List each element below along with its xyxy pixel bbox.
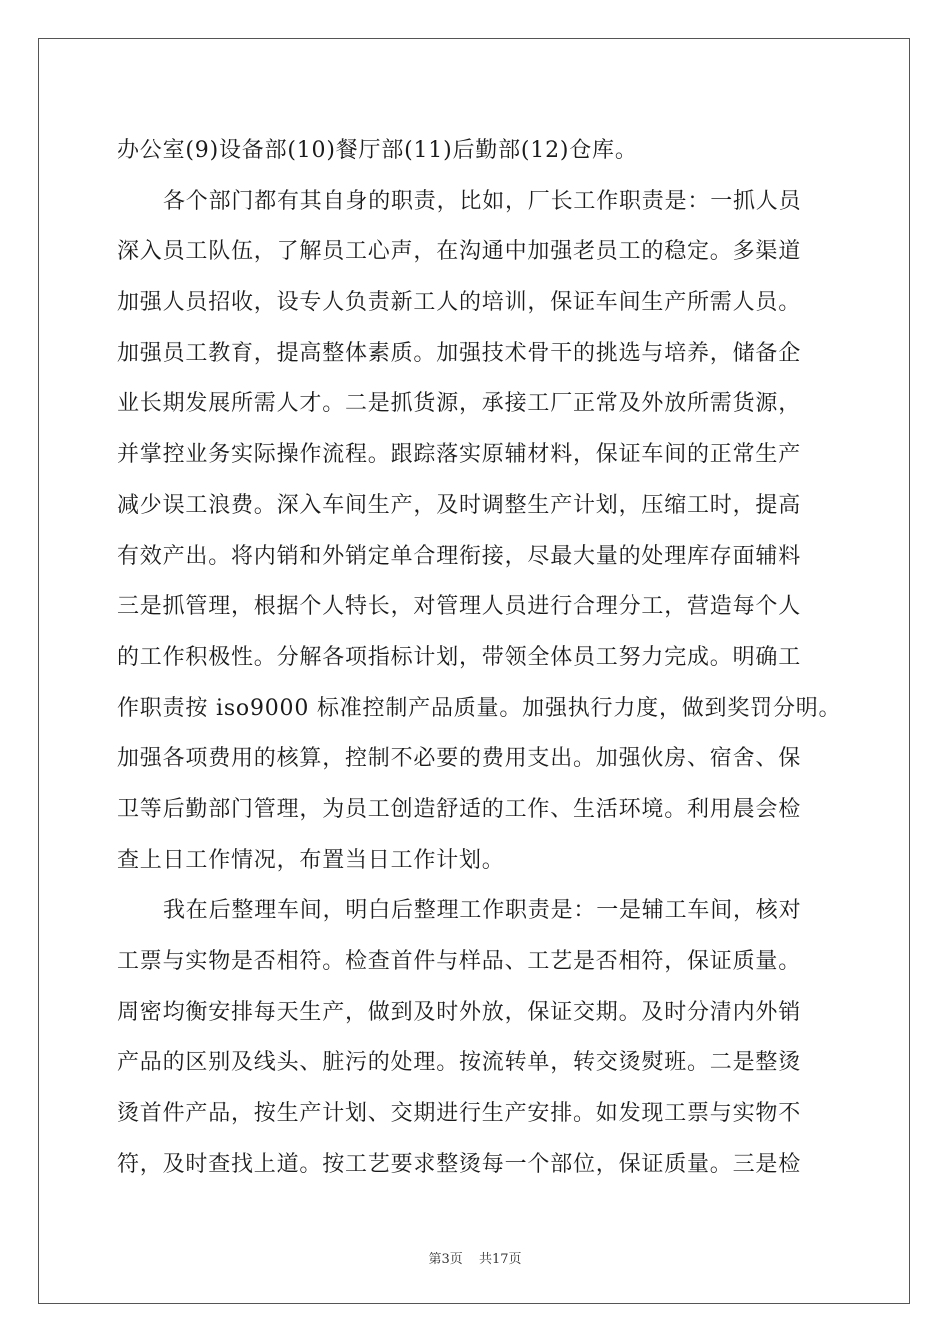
text-line: 烫首件产品，按生产计划、交期进行生产安排。如发现工票与实物不 — [117, 1101, 802, 1127]
text-line: 深入员工队伍，了解员工心声，在沟通中加强老员工的稳定。多渠道 — [117, 239, 802, 265]
page-number: 第3页 — [428, 1252, 463, 1267]
text-line: 产品的区别及线头、脏污的处理。按流转单，转交烫熨班。二是整烫 — [117, 1050, 802, 1076]
text-line: 卫等后勤部门管理，为员工创造舒适的工作、生活环境。利用晨会检 — [117, 796, 802, 822]
text-line: 作职责按 iso9000 标准控制产品质量。加强执行力度，做到奖罚分明。 — [117, 695, 842, 721]
text-line: 工票与实物是否相符。检查首件与样品、工艺是否相符，保证质量。 — [117, 949, 802, 974]
text-line: 并掌控业务实际操作流程。跟踪落实原辅材料，保证车间的正常生产 — [117, 442, 802, 468]
text-line: 有效产出。将内销和外销定单合理衔接，尽最大量的处理库存面辅料 — [117, 543, 802, 569]
text-line: 三是抓管理，根据个人特长，对管理人员进行合理分工，营造每个人 — [117, 594, 802, 620]
paragraph-start-line: 我在后整理车间，明白后整理工作职责是：一是辅工车间，核对 — [163, 898, 802, 924]
paragraph-start-line: 各个部门都有其自身的职责，比如，厂长工作职责是：一抓人员 — [163, 188, 802, 214]
document-body — [117, 126, 857, 1190]
text-line: 周密均衡安排每天生产，做到及时外放，保证交期。及时分清内外销 — [117, 999, 802, 1025]
text-line: 办公室(9)设备部(10)餐厅部(11)后勤部(12)仓库。 — [117, 138, 638, 163]
text-line: 加强人员招收，设专人负责新工人的培训，保证车间生产所需人员。 — [117, 290, 802, 316]
text-line: 的工作积极性。分解各项指标计划，带领全体员工努力完成。明确工 — [117, 644, 802, 670]
page-footer — [0, 1248, 950, 1267]
text-line: 加强员工教育，提高整体素质。加强技术骨干的挑选与培养，储备企 — [117, 340, 802, 366]
text-line: 减少误工浪费。深入车间生产，及时调整生产计划，压缩工时，提高 — [117, 492, 802, 518]
page-total: 共17页 — [478, 1252, 522, 1267]
text-line: 加强各项费用的核算，控制不必要的费用支出。加强伙房、宿舍、保 — [117, 746, 802, 772]
text-line: 业长期发展所需人才。二是抓货源，承接工厂正常及外放所需货源， — [117, 391, 802, 417]
text-line: 查上日工作情况，布置当日工作计划。 — [117, 847, 505, 873]
text-line: 符，及时查找上道。按工艺要求整烫每一个部位，保证质量。三是检 — [117, 1151, 802, 1177]
